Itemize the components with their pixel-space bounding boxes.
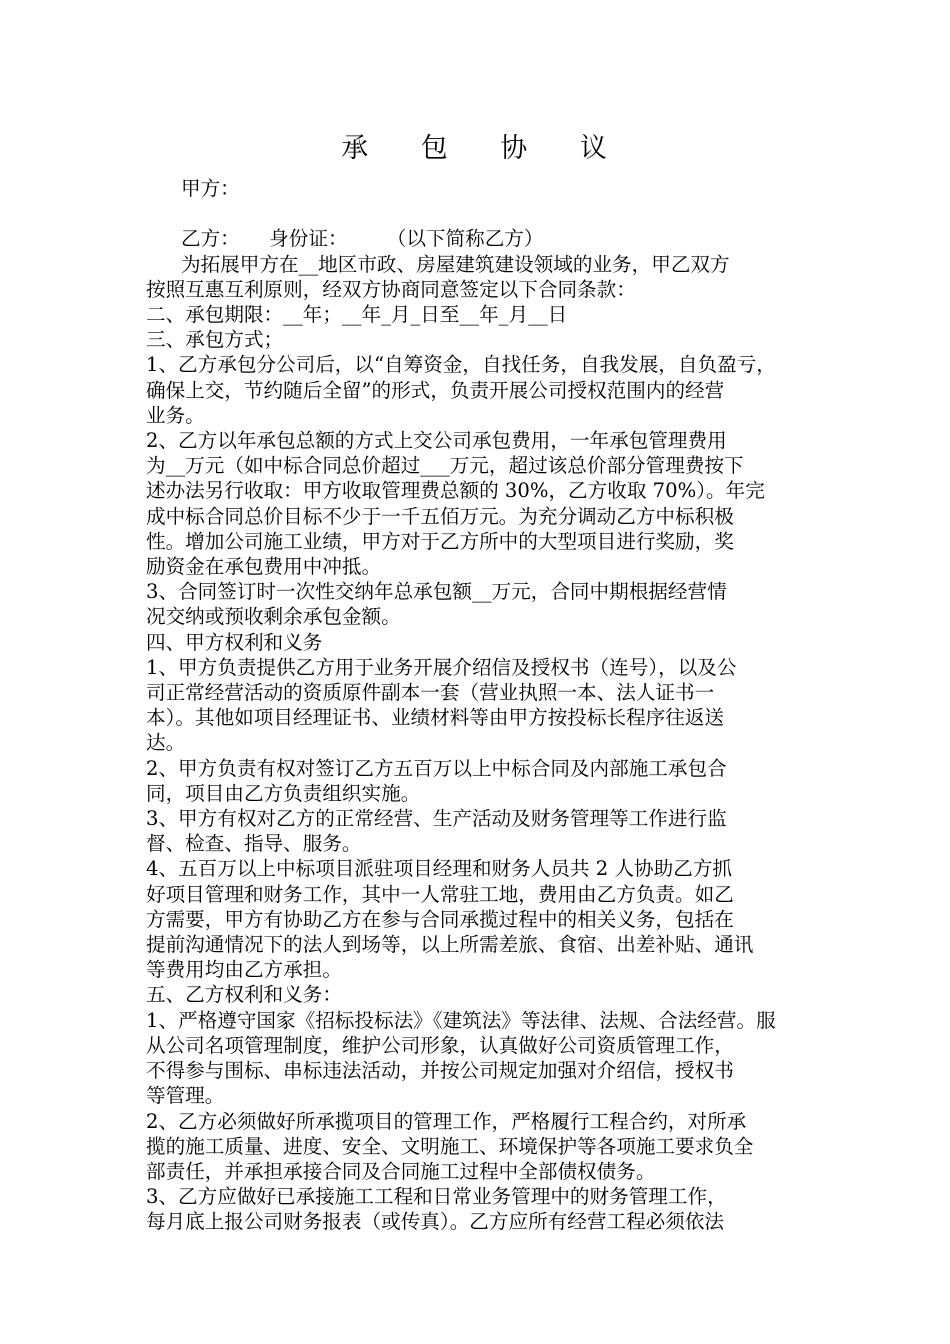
clause-line: 达。	[146, 731, 186, 755]
clause-line: 好项目管理和财务工作，其中一人常驻工地，费用由乙方负责。如乙	[146, 882, 734, 906]
clause-line: 2、甲方负责有权对签订乙方五百万以上中标合同及内部施工承包合	[146, 756, 727, 780]
clause-line: 成中标合同总价目标不少于一千五佰万元。为充分调动乙方中标积极	[146, 504, 734, 528]
clause-line: 部责任，并承担承接合同及合同施工过程中全部债权债务。	[146, 1159, 656, 1183]
clause-line: 确保上交，节约随后全留”的形式，负责开展公司授权范围内的经营	[146, 378, 725, 402]
clause-line: 从公司名项管理制度，维护公司形象，认真做好公司资质管理工作，	[146, 1033, 734, 1057]
clause-line: 督、检查、指导、服务。	[146, 832, 362, 856]
party-a-line: 甲方：	[181, 177, 240, 200]
clause-line: 司正常经营活动的资质原件副本一套（营业执照一本、法人证书一	[146, 681, 715, 705]
clause-line: 不得参与围标、串标违法活动，并按公司规定加强对介绍信，授权书	[146, 1059, 734, 1083]
clause-line: 每月底上报公司财务报表（或传真）。乙方应所有经营工程必须依法	[146, 1210, 725, 1234]
clause-line: 等费用均由乙方承担。	[146, 958, 342, 982]
clause-line: 性。增加公司施工业绩，甲方对于乙方所中的大型项目进行奖励，奖	[146, 529, 734, 553]
intro-line: 按照互惠互利原则，经双方协商同意签定以下合同条款：	[146, 277, 636, 301]
section-heading-method: 三、承包方式；	[146, 328, 284, 352]
party-b-line: 乙方： 身份证： （以下简称乙方）	[181, 227, 544, 251]
section-heading-party-a: 四、甲方权利和义务	[146, 630, 323, 654]
clause-line: 本）。其他如项目经理证书、业绩材料等由甲方按投标长程序往返送	[146, 706, 725, 730]
clause-line: 业务。	[146, 403, 205, 427]
clause-line: 为__万元（如中标合同总价超过___万元，超过该总价部分管理费按下	[146, 454, 744, 478]
section-heading-term: 二、承包期限：__年；__年_月_日至__年_月__日	[146, 303, 568, 326]
clause-line: 3、甲方有权对乙方的正常经营、生产活动及财务管理等工作进行监	[146, 807, 727, 831]
clause-line: 提前沟通情况下的法人到场等，以上所需差旅、食宿、出差补贴、通讯	[146, 933, 754, 957]
clause-line: 1、乙方承包分公司后，以“自筹资金，自找任务，自我发展，自负盈亏，	[146, 353, 776, 377]
clause-line: 1、甲方负责提供乙方用于业务开展介绍信及授权书（连号），以及公	[146, 655, 737, 679]
clause-line: 方需要，甲方有协助乙方在参与合同承揽过程中的相关义务，包括在	[146, 907, 734, 931]
clause-line: 述办法另行收取：甲方收取管理费总额的 30%，乙方收取 70%）。年完	[146, 479, 765, 503]
clause-line: 1、严格遵守国家《招标投标法》《建筑法》等法律、法规、合法经营。服	[146, 1008, 776, 1032]
clause-line: 2、乙方以年承包总额的方式上交公司承包费用，一年承包管理费用	[146, 429, 727, 453]
clause-line: 2、乙方必须做好所承揽项目的管理工作，严格履行工程合约，对所承	[146, 1109, 747, 1133]
clause-line: 同，项目由乙方负责组织实施。	[146, 781, 421, 805]
intro-line: 为拓展甲方在__地区市政、房屋建筑建设领域的业务，甲乙双方	[181, 252, 730, 276]
clause-line: 4、五百万以上中标项目派驻项目经理和财务人员共 2 人协助乙方抓	[146, 857, 733, 881]
clause-line: 况交纳或预收剩余承包金额。	[146, 605, 401, 629]
clause-line: 3、乙方应做好已承接施工工程和日常业务管理中的财务管理工作，	[146, 1185, 727, 1209]
document-title: 承 包 协 议	[341, 133, 629, 164]
clause-line: 等管理。	[146, 1084, 225, 1108]
clause-line: 3、合同签订时一次性交纳年总承包额__万元，合同中期根据经营情	[146, 580, 727, 604]
spacer	[146, 201, 808, 226]
document-page	[146, 128, 808, 1235]
section-heading-party-b: 五、乙方权利和义务：	[146, 983, 342, 1007]
clause-line: 揽的施工质量、进度、安全、文明施工、环境保护等各项施工要求负全	[146, 1134, 754, 1158]
clause-line: 励资金在承包费用中冲抵。	[146, 555, 382, 579]
